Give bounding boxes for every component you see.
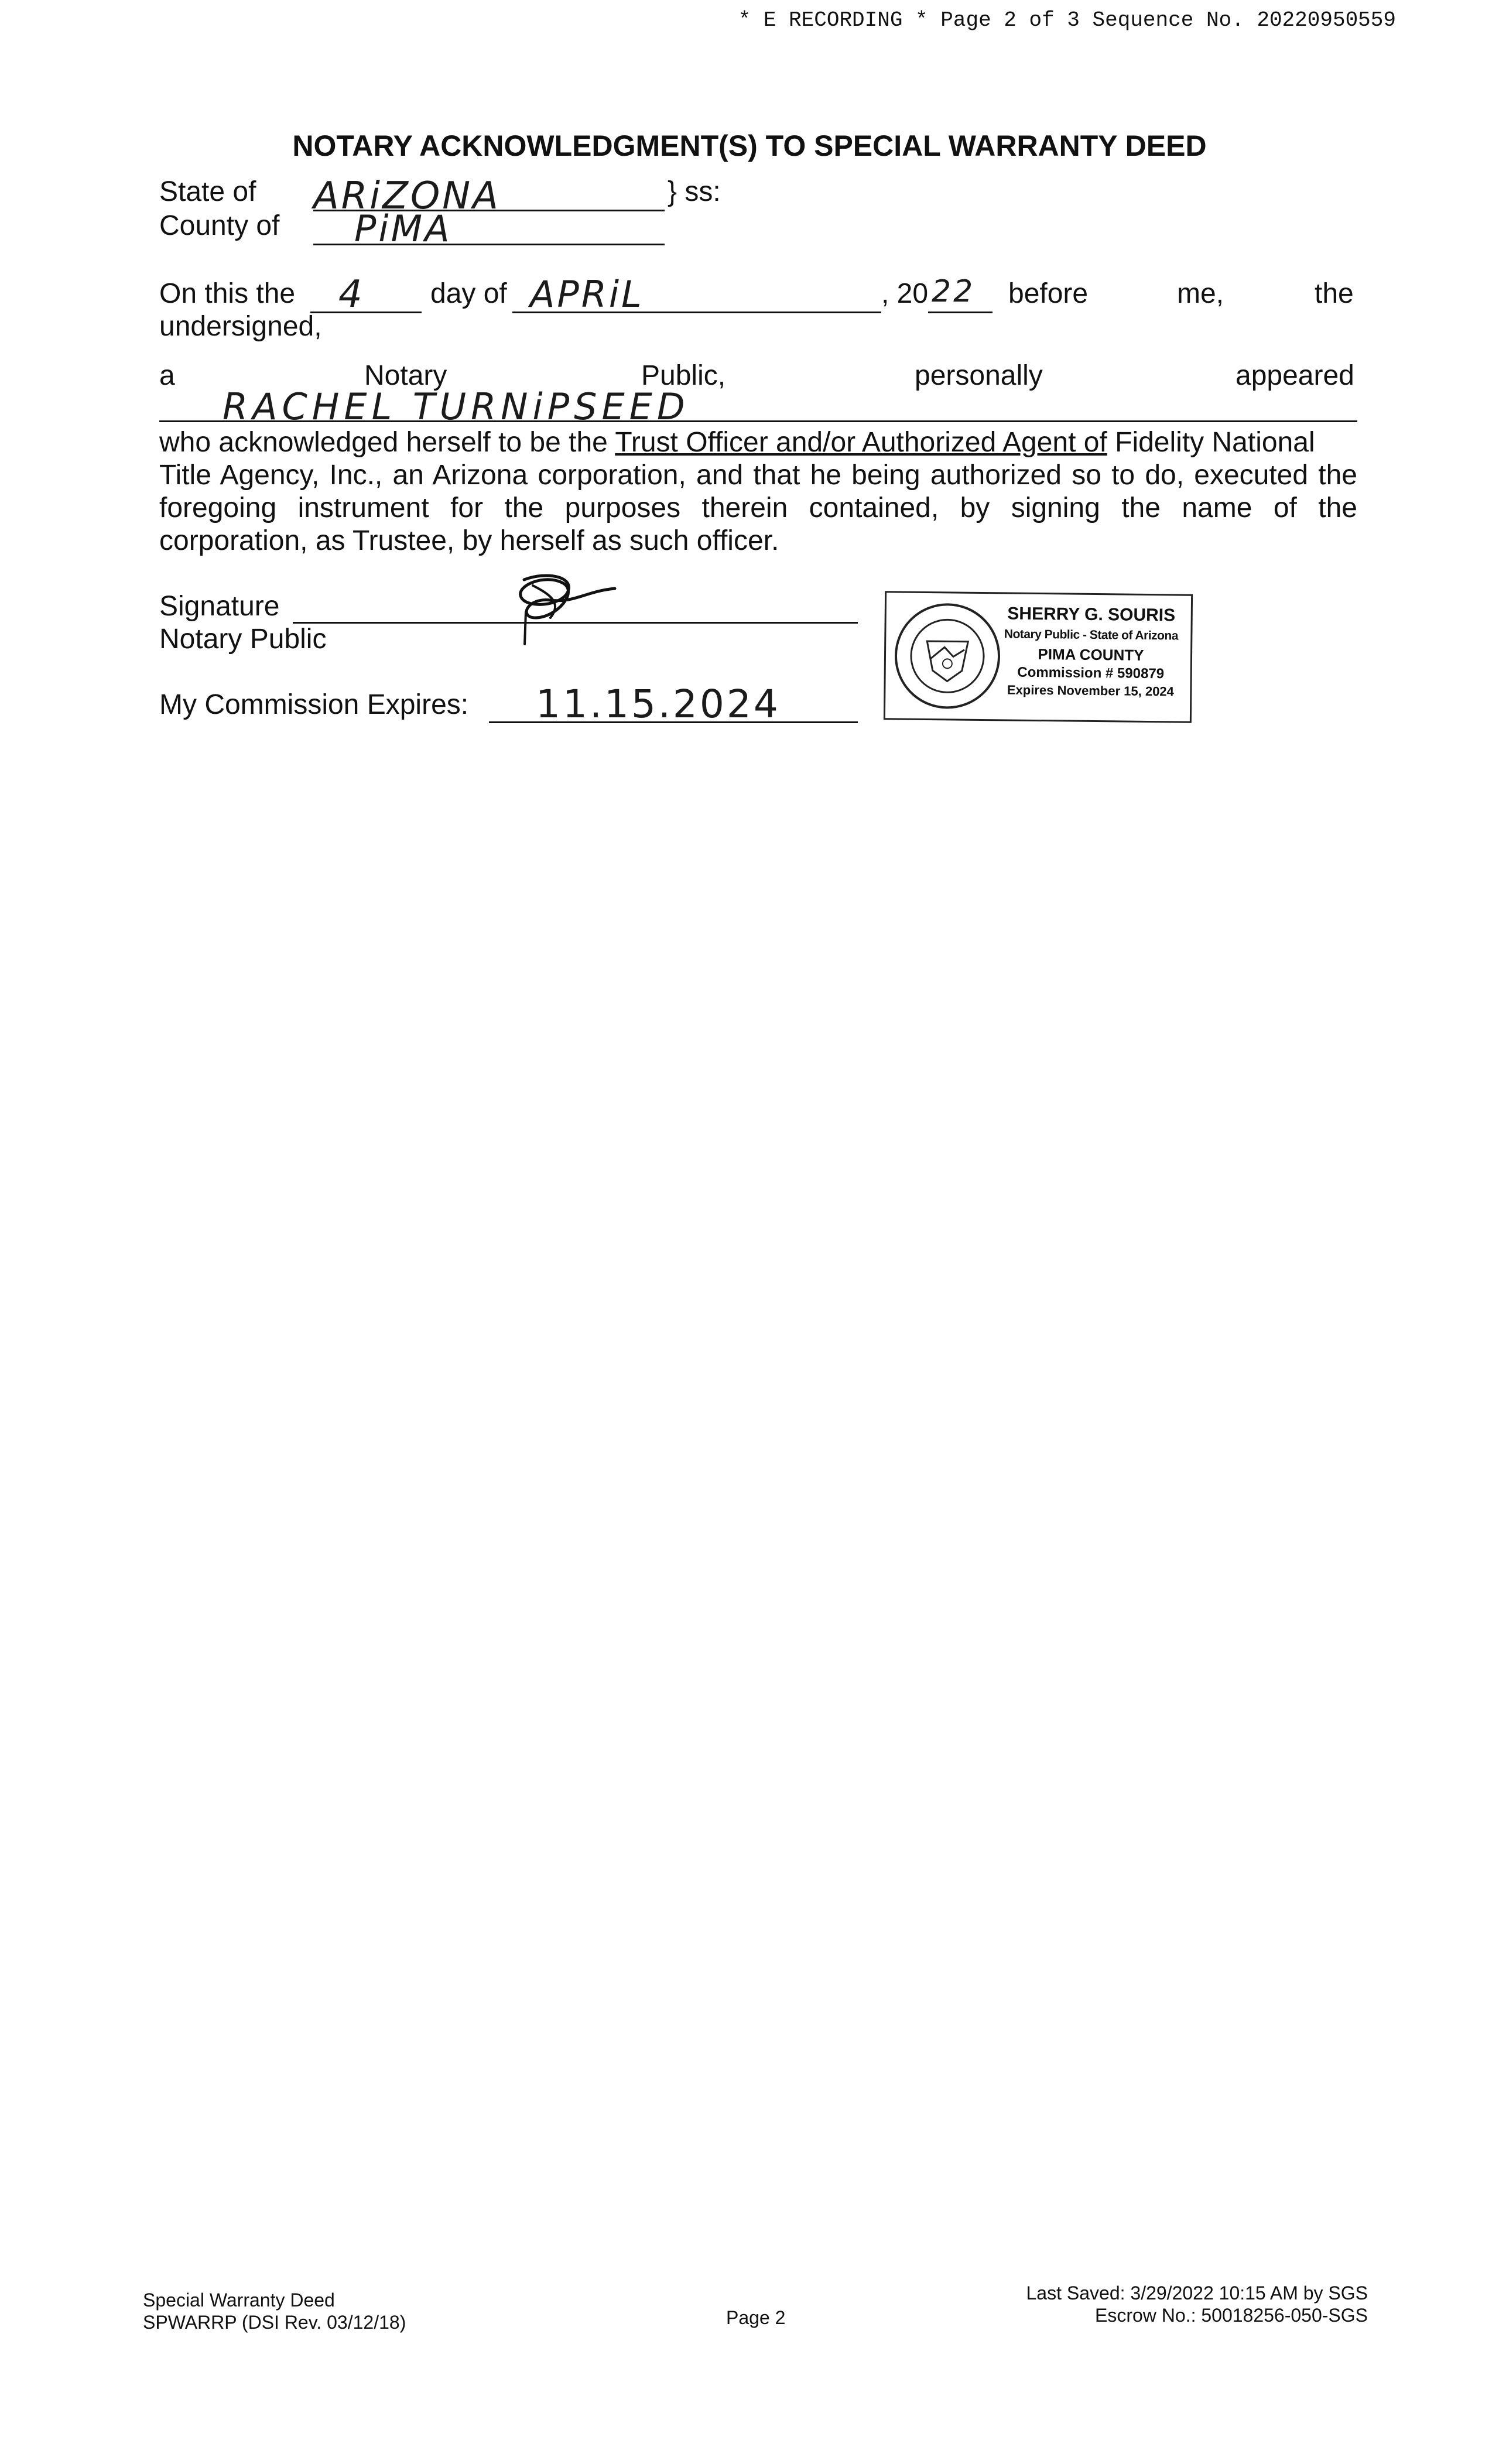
- month-field: [512, 273, 881, 316]
- personally-label: personally: [915, 360, 1043, 391]
- appeared-label: appeared: [1236, 360, 1354, 391]
- footer-last-saved: Last Saved: 3/29/2022 10:15 AM by SGS: [1026, 2282, 1368, 2304]
- year-field: [928, 274, 993, 313]
- year-handwritten: 22: [932, 274, 976, 309]
- ack-role-underlined: Trust Officer and/or Authorized Agent of: [615, 427, 1107, 458]
- seal-notary-name: SHERRY G. SOURIS: [1007, 604, 1176, 625]
- ack-line-3: foregoing instrument for the purposes therein contained, by signing the name of the: [159, 492, 1357, 523]
- state-label: State of: [159, 176, 256, 207]
- before-label: before: [1008, 278, 1089, 309]
- appeared-name-handwritten: RACHEL TURNiPSEED: [223, 385, 690, 428]
- ack-line-4: corporation, as Trustee, by herself as such officer.: [159, 525, 779, 556]
- me-label: me,: [1177, 278, 1224, 309]
- notary-label: Notary: [364, 360, 447, 391]
- notary-seal-stamp: [884, 591, 1193, 723]
- state-seal-emblem: [891, 600, 1004, 712]
- seal-commission-number: Commission # 590879: [1017, 664, 1165, 682]
- state-field: [313, 174, 665, 218]
- day-handwritten: 4: [338, 273, 365, 316]
- month-handwritten: APRiL: [530, 273, 644, 316]
- ack-line-1-start: who acknowledged herself to be the: [159, 427, 615, 458]
- appeared-name-field: [159, 385, 1357, 428]
- recording-header: * E RECORDING * Page 2 of 3 Sequence No. 20220950559: [738, 8, 1396, 32]
- ack-line-1: [159, 426, 1357, 459]
- day-of-label: day of: [430, 278, 507, 309]
- date-prefix: On this the: [159, 278, 296, 309]
- footer-page-number: Page 2: [726, 2307, 786, 2328]
- ss-label: } ss:: [668, 176, 721, 207]
- a-label: a: [159, 360, 175, 391]
- notary-signature-image: [492, 562, 627, 650]
- page-title: NOTARY ACKNOWLEDGMENT(S) TO SPECIAL WARRANTY DEED: [292, 129, 1207, 162]
- county-field: [313, 207, 665, 250]
- day-field: [310, 273, 422, 316]
- ack-line-2: Title Agency, Inc., an Arizona corporation, and that he being authorized so to do, executed the: [159, 460, 1357, 491]
- notary-public-label: Notary Public: [159, 624, 327, 655]
- undersigned-label: undersigned,: [159, 311, 322, 342]
- county-label: County of: [159, 210, 280, 241]
- county-handwritten: PiMA: [354, 207, 452, 250]
- public-label: Public,: [641, 360, 726, 391]
- commission-label: My Commission Expires:: [159, 689, 469, 720]
- footer-doc-code: SPWARRP (DSI Rev. 03/12/18): [143, 2312, 406, 2333]
- signature-label: Signature: [159, 591, 280, 622]
- state-handwritten: ARiZONA: [313, 174, 501, 218]
- footer-doc-name: Special Warranty Deed: [143, 2290, 335, 2311]
- year-prefix: , 20: [881, 278, 929, 309]
- seal-expiration: Expires November 15, 2024: [1007, 682, 1174, 699]
- footer-escrow-number: Escrow No.: 50018256-050-SGS: [1094, 2305, 1368, 2326]
- seal-notary-state: Notary Public - State of Arizona: [1004, 627, 1179, 643]
- commission-handwritten: 11.15.2024: [536, 682, 781, 727]
- commission-field: [489, 682, 858, 727]
- the-label: the: [1315, 278, 1354, 309]
- ack-line-1-end: Fidelity National: [1107, 427, 1315, 458]
- seal-county: PIMA COUNTY: [1038, 645, 1144, 664]
